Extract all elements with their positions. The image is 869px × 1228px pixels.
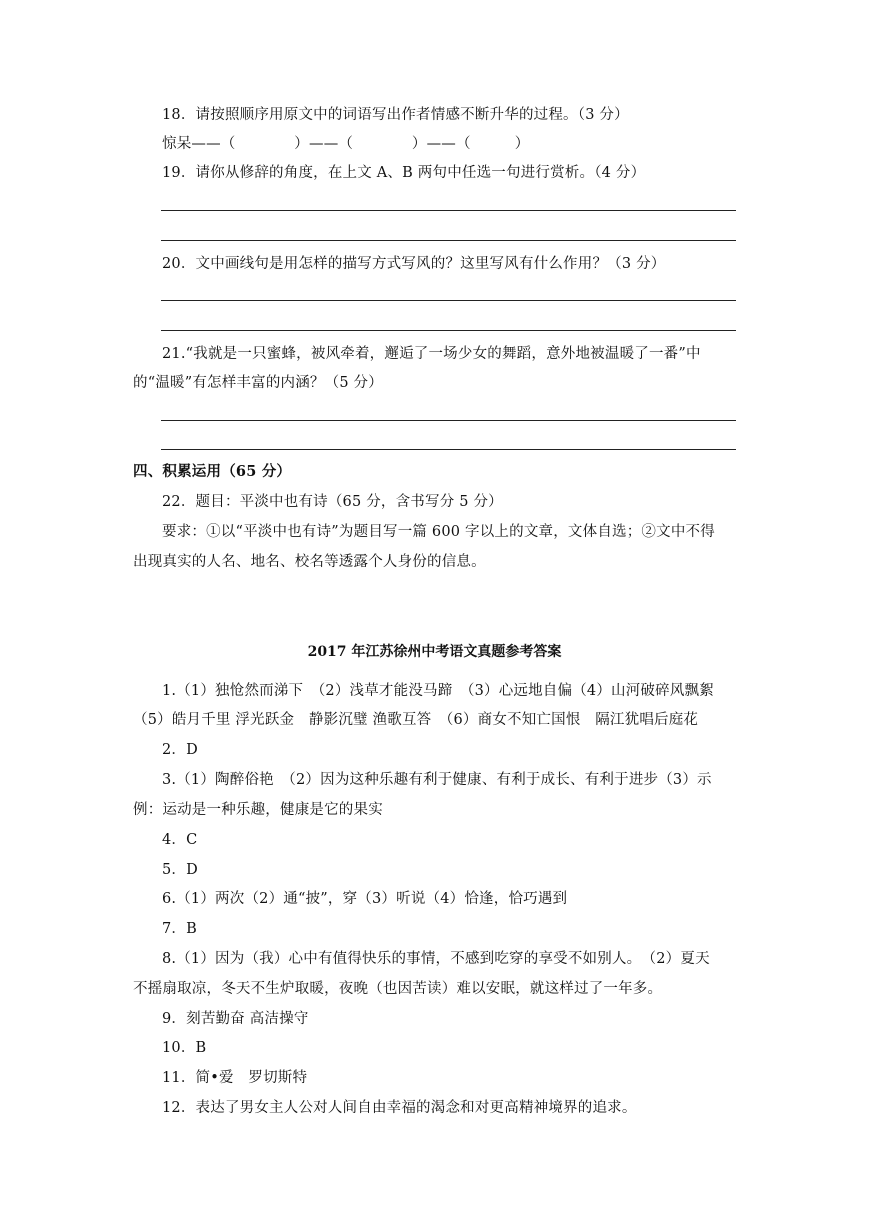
answer-11: 11．简•爱 罗切斯特 (162, 1070, 308, 1086)
answer-1-line-2: （5）皓月千里 浮光跃金 静影沉璧 渔歌互答 （6）商女不知亡国恨 隔江犹唱后庭花 (133, 712, 699, 728)
answer-line (161, 300, 736, 301)
question-22-requirement-line-1: 要求：①以“平淡中也有诗”为题目写一篇 600 字以上的文章，文体自选；②文中不得 (162, 524, 715, 540)
answer-8-line-2: 不摇扇取凉，冬天不生炉取暖，夜晚（也因苦读）难以安眠，就这样过了一年多。 (133, 981, 663, 997)
answer-line (161, 420, 736, 421)
question-18: 18．请按照顺序用原文中的词语写出作者情感不断升华的过程。（3 分） (162, 107, 629, 123)
answer-line (161, 210, 736, 211)
question-18-blanks: 惊呆——（ ）——（ ）——（ ） (162, 136, 530, 152)
answer-2: 2．D (162, 742, 198, 758)
question-22-requirement-line-2: 出现真实的人名、地名、校名等透露个人身份的信息。 (133, 554, 486, 570)
answer-6: 6.（1）两次（2）通“披”，穿（3）听说（4）恰逢，恰巧遇到 (162, 891, 568, 907)
question-19: 19．请你从修辞的角度，在上文 A、B 两句中任选一句进行赏析。（4 分） (162, 165, 646, 181)
section-4-heading: 四、积累运用（65 分） (133, 463, 292, 480)
answer-10: 10．B (162, 1040, 207, 1056)
answer-4: 4．C (162, 832, 198, 848)
answer-line (161, 330, 736, 331)
answer-12: 12．表达了男女主人公对人间自由幸福的渴念和对更高精神境界的追求。 (162, 1100, 637, 1116)
answers-title: 2017 年江苏徐州中考语文真题参考答案 (307, 644, 562, 660)
answer-1-line-1: 1.（1）独怆然而涕下 （2）浅草才能没马蹄 （3）心远地自偏（4）山河破碎风飘絮 (162, 683, 714, 699)
question-21-line-1: 21.“我就是一只蜜蜂，被风牵着，邂逅了一场少女的舞蹈，意外地被温暖了一番”中 (162, 346, 701, 362)
question-22: 22．题目：平淡中也有诗（65 分，含书写分 5 分） (162, 494, 503, 510)
question-20: 20．文中画线句是用怎样的描写方式写风的？这里写风有什么作用？（3 分） (162, 256, 666, 272)
answer-7: 7．B (162, 921, 197, 937)
answer-9: 9．刻苦勤奋 高洁操守 (162, 1011, 309, 1027)
answer-3-line-1: 3.（1）陶醉俗艳 （2）因为这种乐趣有利于健康、有利于成长、有利于进步（3）示 (162, 772, 712, 788)
answer-5: 5．D (162, 862, 198, 878)
question-21-line-2: 的“温暖”有怎样丰富的内涵？（5 分） (133, 375, 383, 391)
answer-3-line-2: 例：运动是一种乐趣，健康是它的果实 (133, 802, 383, 818)
answer-line (161, 449, 736, 450)
answer-line (161, 240, 736, 241)
answer-8-line-1: 8.（1）因为（我）心中有值得快乐的事情，不感到吃穿的享受不如别人。 （2）夏天 (162, 951, 710, 967)
